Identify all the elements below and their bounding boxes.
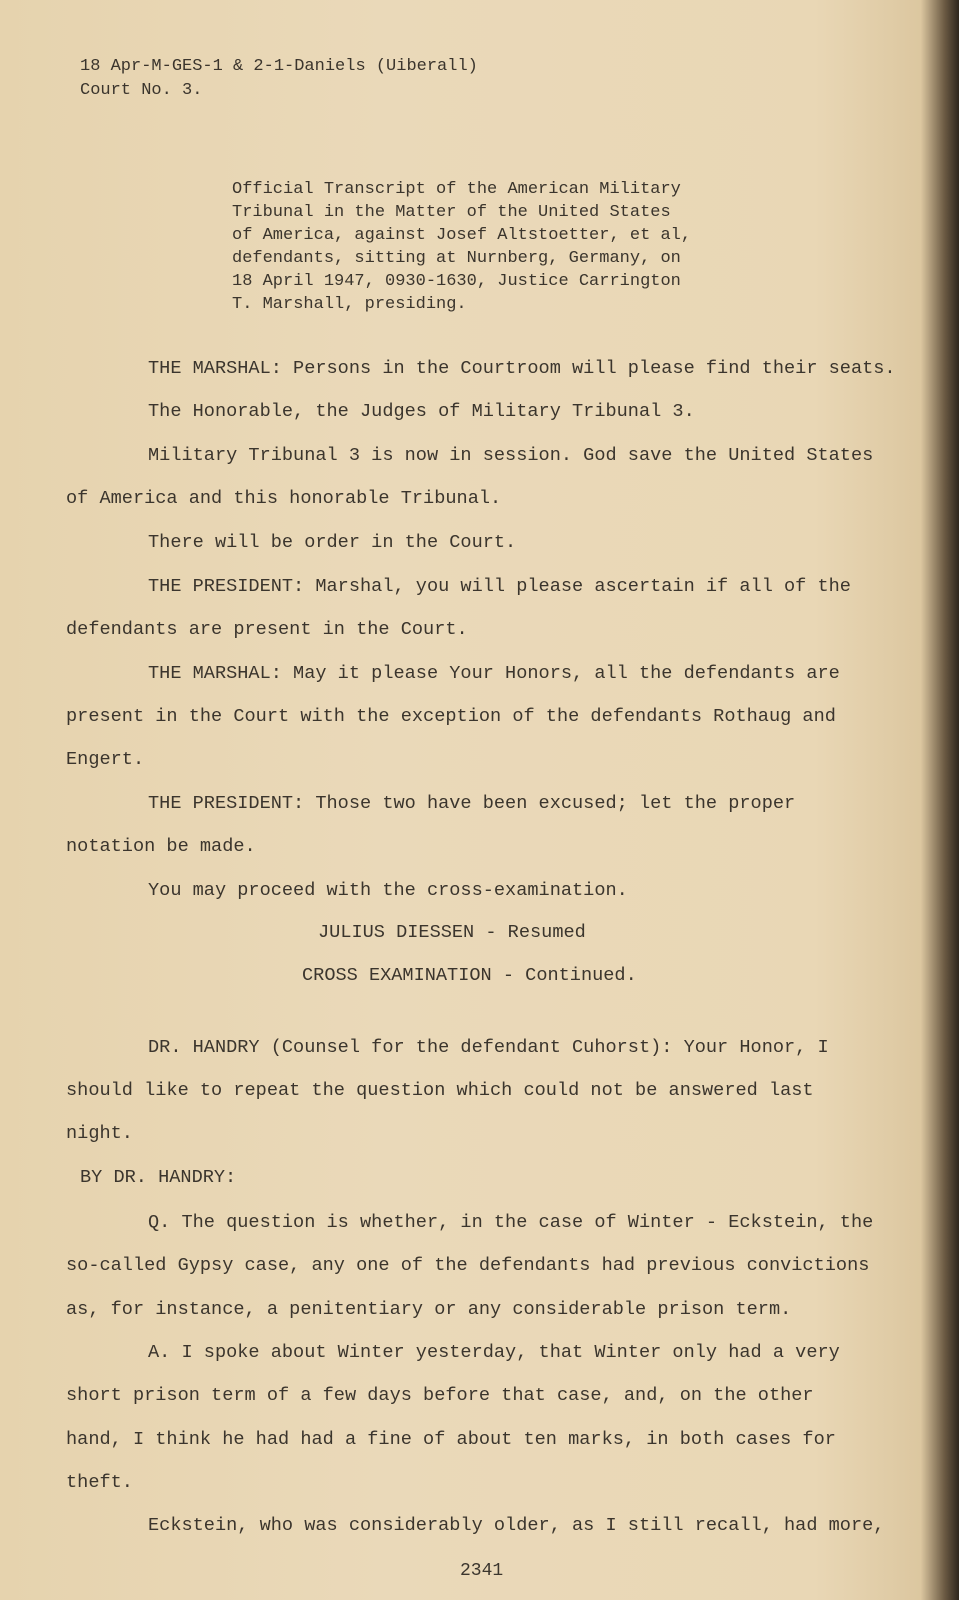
transcript-line: hand, I think he had had a fine of about ten marks, in both cases for (66, 1429, 836, 1450)
transcript-line: present in the Court with the exception of the defendants Rothaug and (66, 706, 836, 727)
transcript-line: of America and this honorable Tribunal. (66, 488, 502, 509)
witness-heading: JULIUS DIESSEN - Resumed (318, 922, 586, 943)
transcript-line: Military Tribunal 3 is now in session. God save the United States (148, 445, 874, 466)
caption-line: of America, against Josef Altstoetter, et al, (232, 226, 692, 245)
caption-line: Tribunal in the Matter of the United States (232, 203, 671, 222)
header-reference: 18 Apr-M-GES-1 & 2-1-Daniels (Uiberall) (80, 57, 478, 76)
transcript-line: Q. The question is whether, in the case of Winter - Eckstein, the (148, 1212, 874, 1233)
transcript-line: defendants are present in the Court. (66, 619, 468, 640)
transcript-line: theft. (66, 1472, 133, 1493)
transcript-line: night. (66, 1123, 133, 1144)
transcript-line: notation be made. (66, 836, 256, 857)
transcript-line: A. I spoke about Winter yesterday, that Winter only had a very (148, 1342, 840, 1363)
caption-line: 18 April 1947, 0930-1630, Justice Carrington (232, 272, 681, 291)
transcript-line: DR. HANDRY (Counsel for the defendant Cuhorst): Your Honor, I (148, 1037, 829, 1058)
transcript-line: should like to repeat the question which could not be answered last (66, 1080, 814, 1101)
caption-line: T. Marshall, presiding. (232, 295, 467, 314)
transcript-line: There will be order in the Court. (148, 532, 517, 553)
transcript-line: THE MARSHAL: May it please Your Honors, all the defendants are (148, 663, 840, 684)
transcript-line: as, for instance, a penitentiary or any considerable prison term. (66, 1299, 792, 1320)
page-number: 2341 (460, 1561, 504, 1581)
caption-line: defendants, sitting at Nurnberg, Germany, on (232, 249, 681, 268)
examination-heading: CROSS EXAMINATION - Continued. (302, 965, 637, 986)
examiner-heading: BY DR. HANDRY: (80, 1167, 237, 1188)
transcript-line: You may proceed with the cross-examination. (148, 880, 628, 901)
transcript-line: THE PRESIDENT: Marshal, you will please ascertain if all of the (148, 576, 851, 597)
transcript-line: so-called Gypsy case, any one of the defendants had previous convictions (66, 1255, 870, 1276)
transcript-line: Eckstein, who was considerably older, as I still recall, had more, (148, 1515, 885, 1536)
transcript-line: THE MARSHAL: Persons in the Courtroom will please find their seats. (148, 358, 896, 379)
transcript-line: The Honorable, the Judges of Military Tribunal 3. (148, 401, 695, 422)
transcript-line: short prison term of a few days before that case, and, on the other (66, 1385, 814, 1406)
caption-line: Official Transcript of the American Military (232, 180, 681, 199)
transcript-line: Engert. (66, 749, 145, 770)
header-court: Court No. 3. (80, 81, 203, 100)
transcript-line: THE PRESIDENT: Those two have been excused; let the proper (148, 793, 796, 814)
